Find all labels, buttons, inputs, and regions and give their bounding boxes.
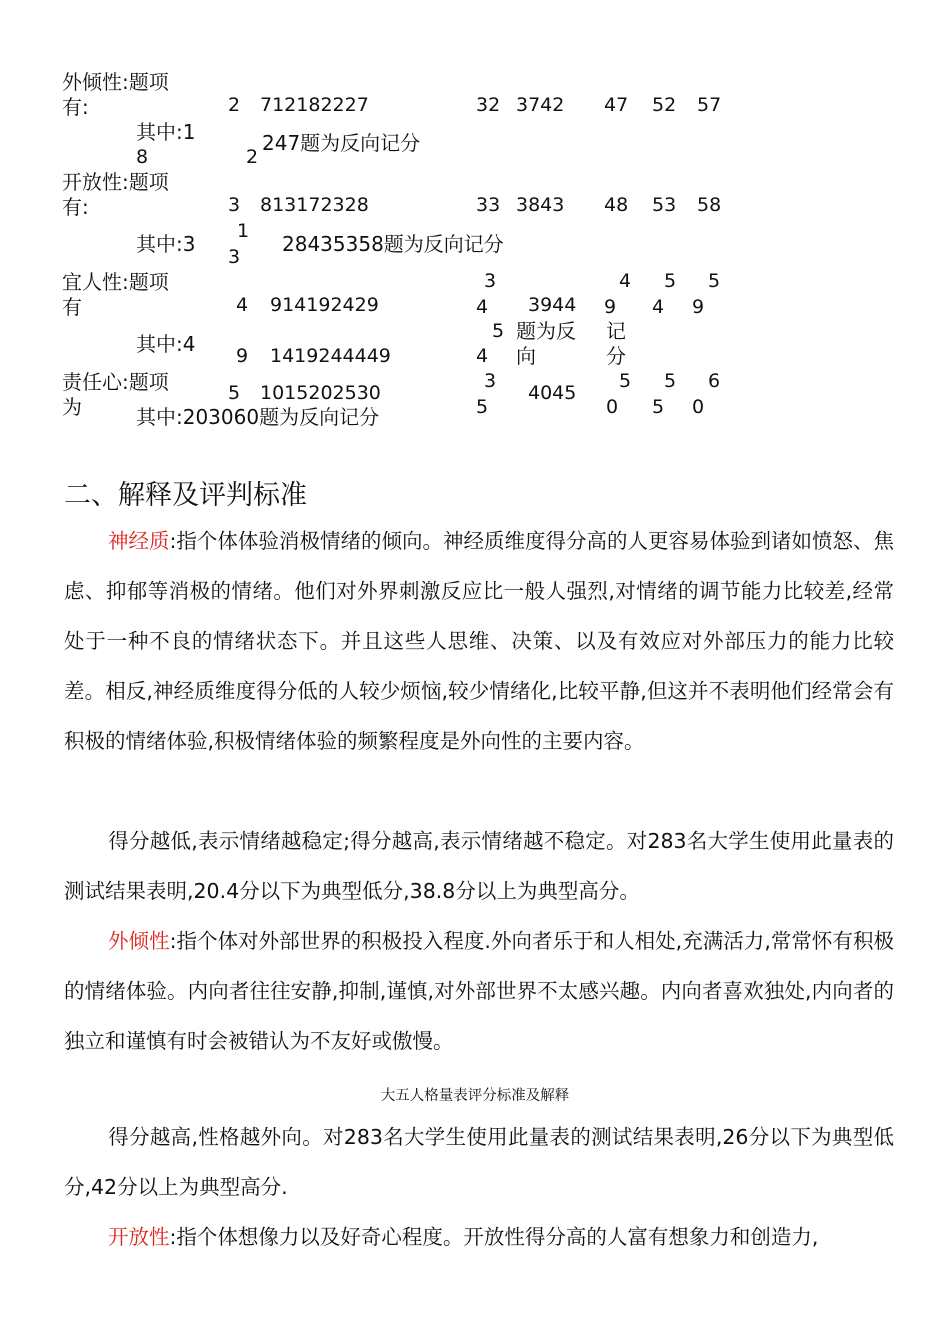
- openness-term: 开放性: [108, 1225, 170, 1249]
- item-number: 5: [652, 396, 665, 418]
- reverse-note: 其中:4: [136, 332, 196, 356]
- item-number: 5: [228, 382, 241, 404]
- reverse-note-digit: 4: [476, 345, 489, 367]
- item-number: 1015202530: [260, 382, 381, 404]
- item-number: 0: [692, 396, 705, 418]
- item-number: 712182227: [260, 94, 369, 116]
- item-number: 5: [708, 270, 721, 292]
- reverse-note-digit: 2: [246, 146, 259, 168]
- item-number: 32: [476, 94, 501, 116]
- reverse-note-number: 1419244449: [270, 345, 391, 367]
- reverse-note: 其中:203060题为反向记分: [136, 405, 380, 429]
- extraversion-term: 外倾性: [108, 929, 170, 953]
- reverse-note: 其中:1: [136, 120, 196, 144]
- conscientiousness-label: 责任心:题项: [62, 370, 169, 394]
- agreeableness-label-cont: 有: [62, 295, 82, 319]
- item-number: 9: [604, 296, 617, 318]
- conscientiousness-label-cont: 为: [62, 395, 82, 419]
- item-number: 5: [476, 396, 489, 418]
- page-caption: 大五人格量表评分标准及解释: [380, 1088, 570, 1104]
- reverse-note-text: 分: [606, 344, 626, 368]
- reverse-note-text: 28435358题为反向记分: [282, 232, 504, 256]
- extraversion-score-text: 得分越高,性格越外向。对283名大学生使用此量表的测试结果表明,26分以下为典型低分,42分以上为典型高分.: [64, 1125, 894, 1199]
- openness-paragraph: [64, 1212, 894, 1262]
- reverse-note: 其中:3: [136, 232, 196, 256]
- neuroticism-term: 神经质: [108, 529, 170, 553]
- reverse-note-digit: 9: [236, 345, 249, 367]
- reverse-note-text: 向: [516, 344, 536, 368]
- item-number: 33: [476, 194, 501, 216]
- item-number: 5: [664, 370, 677, 392]
- item-number: 4: [619, 270, 632, 292]
- item-number: 3: [484, 370, 497, 392]
- extraversion-label-cont: 有:: [62, 95, 89, 119]
- item-number: 2: [228, 94, 241, 116]
- reverse-note-text: 题为反: [516, 319, 576, 343]
- openness-label-cont: 有:: [62, 195, 89, 219]
- item-number: 6: [708, 370, 721, 392]
- neuroticism-score-text: 得分越低,表示情绪越稳定;得分越高,表示情绪越不稳定。对283名大学生使用此量表的测试结果表明,20.4分以下为典型低分,38.8分以上为典型高分。: [64, 829, 894, 903]
- item-number: 5: [619, 370, 632, 392]
- item-number: 0: [606, 396, 619, 418]
- item-number: 4045: [528, 382, 577, 404]
- reverse-note-text: 记: [606, 319, 626, 343]
- extraversion-text: :指个体对外部世界的积极投入程度.外向者乐于和人相处,充满活力,常常怀有积极的情绪体验。内向者往往安静,抑制,谨慎,对外部世界不太感兴趣。内向者喜欢独处,内向者的独立和谨慎有时会被错认为不友好或傲慢。: [64, 929, 894, 1053]
- item-number: 3: [484, 270, 497, 292]
- reverse-note-text: 247题为反向记分: [262, 131, 421, 155]
- item-number: 48: [604, 194, 629, 216]
- agreeableness-label: 宜人性:题项: [62, 270, 169, 294]
- reverse-note-digit: 8: [136, 146, 149, 168]
- neuroticism-score-paragraph: [64, 816, 894, 916]
- item-number: 47: [604, 94, 629, 116]
- item-number: 813172328: [260, 194, 369, 216]
- neuroticism-paragraph: [64, 516, 894, 766]
- extraversion-label: 外倾性:题项: [62, 70, 169, 94]
- item-number: 4: [652, 296, 665, 318]
- item-number: 5: [664, 270, 677, 292]
- extraversion-paragraph: [64, 916, 894, 1066]
- item-number: 914192429: [270, 294, 379, 316]
- item-number: 4: [236, 294, 249, 316]
- item-number: 3: [228, 194, 241, 216]
- neuroticism-text: :指个体体验消极情绪的倾向。神经质维度得分高的人更容易体验到诸如愤怒、焦虑、抑郁等消极的情绪。他们对外界刺激反应比一般人强烈,对情绪的调节能力比较差,经常处于一种不良的情绪状态下。并且这些人思维、决策、以及有效应对外部压力的能力比较差。相反,神经质维度得分低的人较少烦恼,较少情绪化,比较平静,但这并不表明他们经常会有积极的情绪体验,积极情绪体验的频繁程度是外向性的主要内容。: [64, 529, 895, 753]
- extraversion-score-paragraph: [64, 1112, 894, 1212]
- item-number: 3944: [528, 294, 577, 316]
- openness-text: :指个体想像力以及好奇心程度。开放性得分高的人富有想象力和创造力,: [169, 1225, 819, 1249]
- item-number: 52: [652, 94, 677, 116]
- reverse-note-digit: 5: [492, 320, 505, 342]
- item-number: 9: [692, 296, 705, 318]
- item-number: 53: [652, 194, 677, 216]
- item-number: 58: [697, 194, 722, 216]
- item-number: 3742: [516, 94, 565, 116]
- reverse-note-digit: 1: [237, 220, 250, 242]
- item-number: 4: [476, 296, 489, 318]
- reverse-note-digit: 3: [228, 246, 241, 268]
- openness-label: 开放性:题项: [62, 170, 169, 194]
- item-number: 3843: [516, 194, 565, 216]
- section-heading: 二、解释及评判标准: [64, 480, 307, 511]
- item-number: 57: [697, 94, 722, 116]
